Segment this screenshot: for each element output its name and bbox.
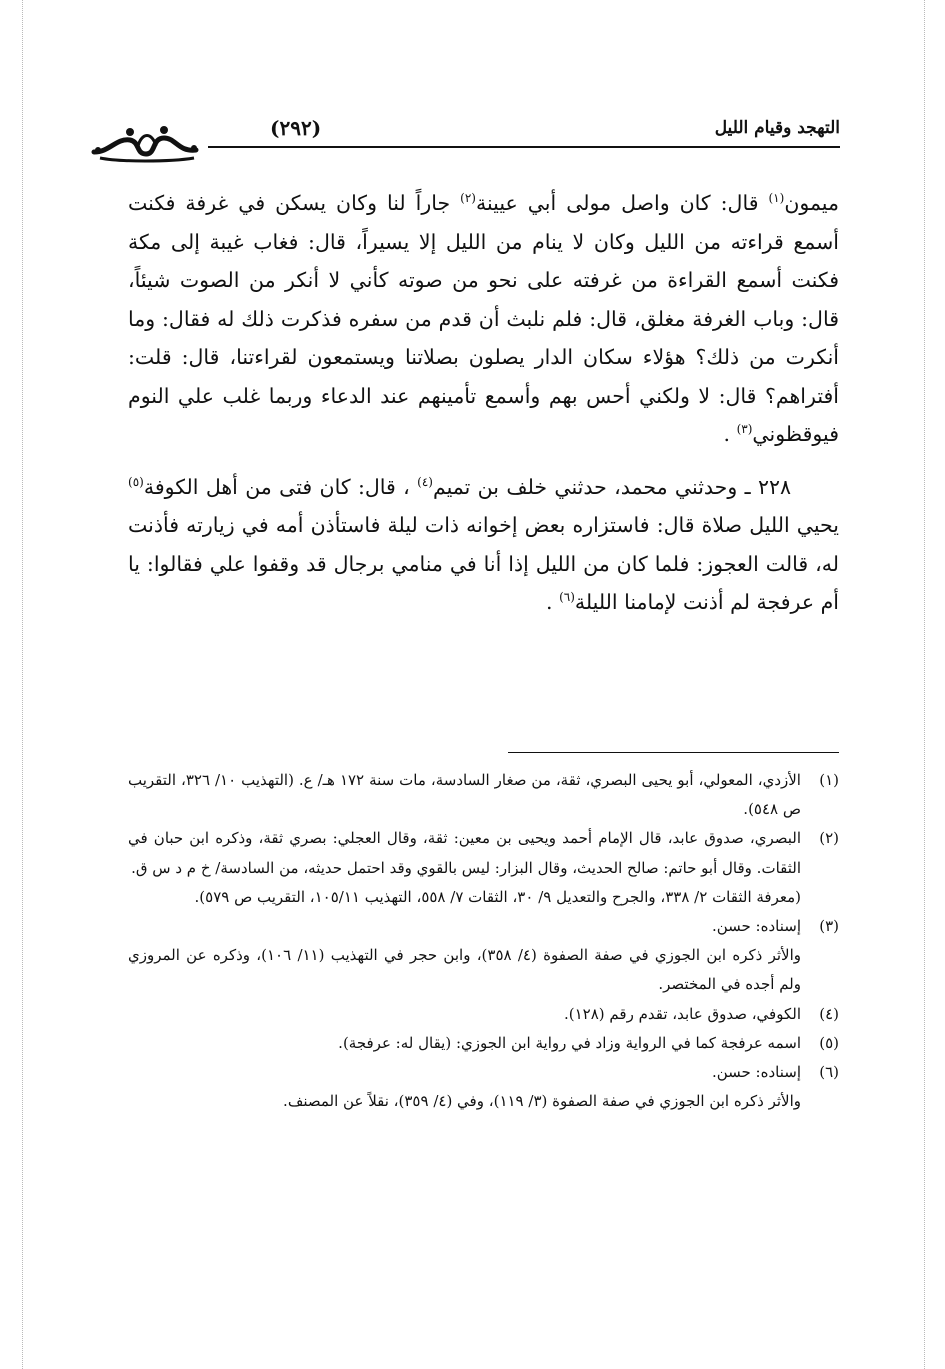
footnote-text: الكوفي، صدوق عابد، تقدم رقم (١٢٨). bbox=[564, 1004, 801, 1023]
page-number: (٢٩٢) bbox=[270, 116, 322, 140]
header-rule bbox=[208, 146, 840, 148]
footnote-number: (٤) bbox=[819, 1004, 839, 1023]
footnote-number: (٢) bbox=[819, 829, 839, 848]
page-header bbox=[90, 112, 840, 166]
footnote bbox=[128, 766, 839, 824]
decorative-ornament-icon bbox=[90, 112, 200, 166]
text-run: قال: كان واصل مولى أبي عيينة bbox=[475, 191, 769, 215]
footnote-text: اسمه عرفجة كما في الرواية وزاد في رواية ابن الجوزي: (يقال له: عرفجة). bbox=[338, 1033, 801, 1052]
text-run: ٢٢٨ ـ وحدثني محمد، حدثني خلف بن تميم bbox=[432, 474, 791, 499]
footnotes bbox=[128, 766, 839, 1116]
footnote bbox=[128, 912, 839, 941]
footnote-continuation: (معرفة الثقات ٢/ ٣٣٨، والجرح والتعديل ٩/ ٣٠، الثقات ٧/ ٥٥٨، التهذيب ١٠٥/١١، التقريب ص ٥٧٩). bbox=[194, 887, 801, 906]
scan-margin-dots bbox=[22, 0, 23, 1369]
footnote-text: الأزدي، المعولي، أبو يحيى البصري، ثقة، من صغار السادسة، مات سنة ١٧٢ هـ/ ع. (التهذيب ١٠/ ٣٢٦، التقريب ص ٥٤٨). bbox=[128, 771, 801, 819]
footnote-ref: (٢) bbox=[460, 191, 476, 206]
footnote-continuation: والأثر ذكره ابن الجوزي في صفة الصفوة (٤/ ٣٥٨)، وابن حجر في التهذيب (١١/ ١٠٦)، وذكره عن المروزي ولم أجده في المختصر. bbox=[128, 946, 801, 994]
footnote-ref: (٦) bbox=[559, 590, 575, 605]
footnote-number: (٥) bbox=[819, 1033, 839, 1052]
footnote-ref: (٣) bbox=[736, 422, 753, 437]
footnote-ref: (١) bbox=[768, 191, 785, 206]
footnote bbox=[128, 824, 839, 882]
footnote-continuation: والأثر ذكره ابن الجوزي في صفة الصفوة (٣/ ١١٩)، وفي (٤/ ٣٥٩)، نقلاً عن المصنف. bbox=[283, 1092, 801, 1111]
text-run: ميمون bbox=[784, 191, 839, 215]
scan-margin-dots bbox=[924, 0, 925, 1369]
footnote bbox=[128, 1058, 839, 1087]
footnote-text: إسناده: حسن. bbox=[711, 1063, 801, 1082]
paragraph bbox=[128, 184, 839, 454]
text-run: يحيي الليل صلاة قال: فاستزاره بعض إخوانه ذات ليلة فاستأذن أمه في زيارته فأذنت له، قالت العجوز: فلما كان من الليل إذا أنا في منامي برجال قد وقفوا علي فقالوا: يا أم عرفجة لم أذنت لإمامنا الليلة bbox=[128, 513, 839, 614]
footnote-ref: (٤) bbox=[417, 474, 433, 489]
footnote-number: (٣) bbox=[819, 917, 839, 936]
footnote-number: (٦) bbox=[819, 1063, 839, 1082]
footnote bbox=[128, 1000, 839, 1029]
footnote-text: البصري، صدوق عابد، قال الإمام أحمد ويحيى بن معين: ثقة، وقال العجلي: بصري ثقة، وذكره ابن حبان في الثقات. وقال أبو حاتم: صالح الحديث، وقال البزار: ليس بالقوي وقد احتمل حديثه، من السادسة/ خ م د س ق. bbox=[128, 829, 801, 877]
footnote-ref: (٥) bbox=[128, 474, 144, 489]
footnote-number: (١) bbox=[819, 771, 839, 789]
text-run: جاراً لنا وكان يسكن في غرفة فكنت أسمع قراءته من الليل وكان لا ينام من الليل إلا يسيراً، قال: فغاب غيبة إلى مكة فكنت أسمع القراءة من غرفته على نحو من صوته كأني لا أنكر من الصوت شيئاً، قال: وباب الغرفة مغلق، قال: فلم نلبث أن قدم من سفره فذكرت ذلك له فقال: وما أنكرت من ذلك؟ هؤلاء سكان الدار يصلون بصلاتنا ويستمعون لقراءتنا، قال: قلت: أفتراهم؟ قال: لا ولكني أحس بهم وأسمع تأمينهم عند الدعاء وربما غلب علي النوم فيوقظوني bbox=[128, 191, 839, 446]
running-title: التهجد وقيام الليل bbox=[714, 118, 840, 138]
text-run: . bbox=[723, 422, 737, 446]
footnote-text: إسناده: حسن. bbox=[711, 917, 801, 936]
main-text bbox=[128, 184, 839, 622]
text-run: . bbox=[546, 590, 560, 614]
footnote bbox=[128, 1029, 839, 1058]
text-run: ، قال: كان فتى من أهل الكوفة bbox=[143, 474, 418, 499]
paragraph bbox=[128, 468, 839, 622]
footnote-separator bbox=[508, 752, 839, 753]
